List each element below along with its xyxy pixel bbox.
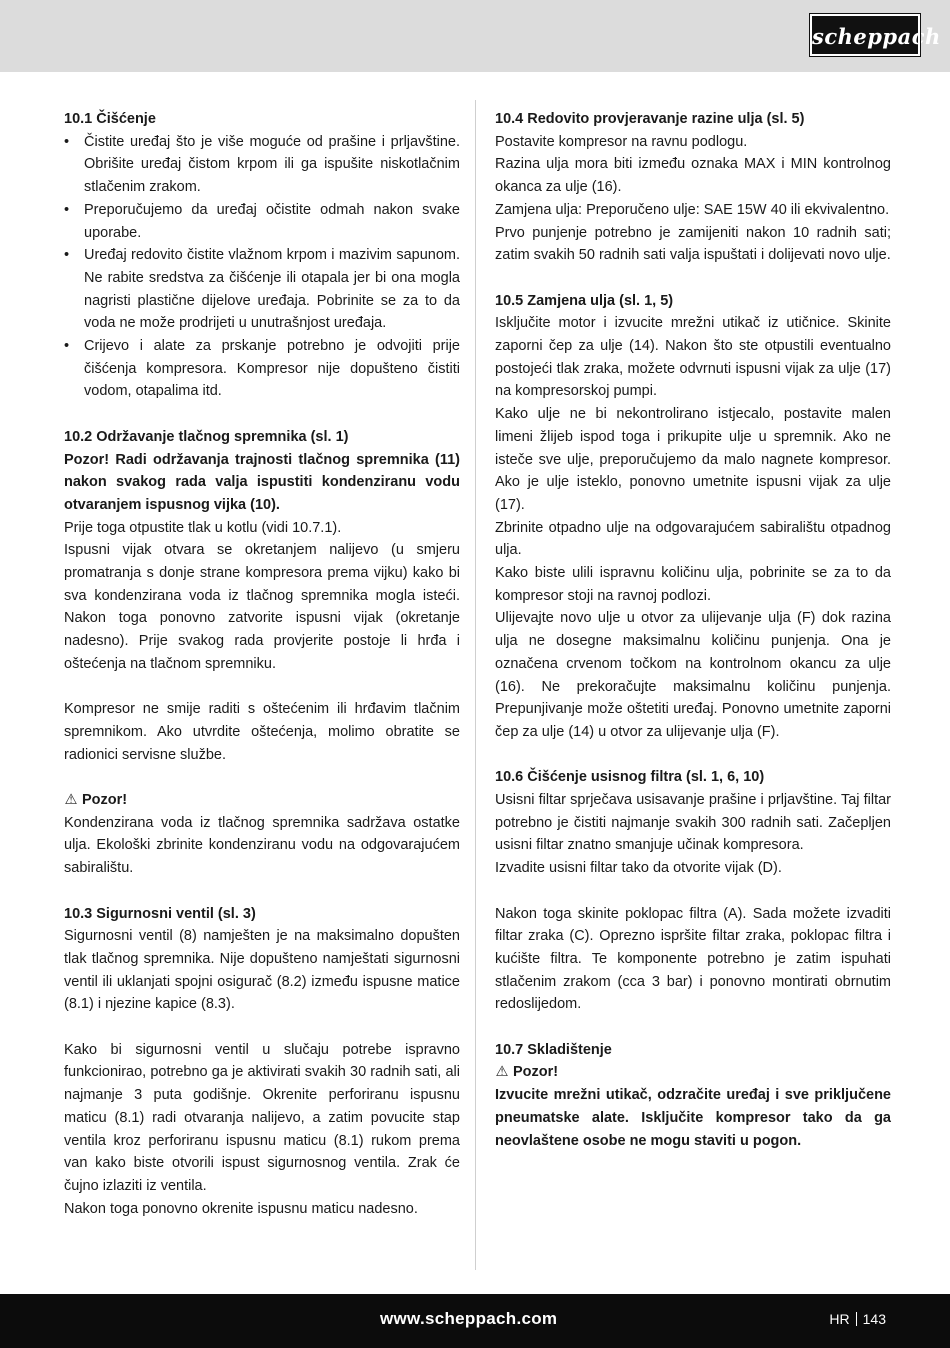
- paragraph: Usisni filtar sprječava usisavanje prašine i prljavštine. Taj filtar potrebno je čistiti najmanje svakih 300 radnih sati. Začepljen usisni filtar znatno smanjuje učinak kompresora.: [495, 792, 891, 854]
- paragraph: Nakon toga skinite poklopac filtra (A). Sada možete izvaditi filtar zraka (C). Oprezno ispršite filtar zraka, poklopac filtra i kućište filtra. Te komponente potrebno je zatim ispuhati stlačenim zrakom (cca 3 bar) i ponovno montirati obrnutim redoslijedom.: [495, 905, 891, 1013]
- brand-logo: scheppach: [810, 14, 920, 56]
- list-item: • Uređaj redovito čistite vlažnom krpom i mazivim sapunom. Ne rabite sredstva za čišćenje ili otapala jer bi ona mogla nagristi plastične dijelove uređaja. Pobrinite se za to da voda ne može prodrijeti u unutrašnjost uređaja.: [64, 244, 460, 335]
- column-divider: [475, 100, 476, 1270]
- paragraph: Nakon toga ponovno okrenite ispusnu maticu nadesno.: [64, 1200, 418, 1217]
- website-link[interactable]: www.scheppach.com: [380, 1309, 558, 1328]
- section-title-10-3: 10.3 Sigurnosni ventil (sl. 3): [64, 905, 256, 922]
- paragraph: Isključite motor i izvucite mrežni utikač iz utičnice. Skinite zaporni čep za ulje (14). Nakon što ste otpustili eventualno postojeći tlak zraka, možete odvrnuti ispusni vijak za ulje (17) na kompresorskoj pumpi.: [495, 315, 891, 400]
- paragraph: Kako bi sigurnosni ventil u slučaju potrebe ispravno funkcionirao, potrebno ga je aktivirati svakih 30 radnih sati, ali najmanje 3 puta godišnje. Okrenite perforiranu ispusnu maticu (8.1) radi otvaranja nalijevo, a zatim povucite stap ventila kroz perforiranu ispusnu maticu (8.1) rukom prema van kako biste otvorili ispust sigurnosnog ventila. Zrak će čujno izlaziti iz ventila.: [64, 1041, 460, 1194]
- section-title-10-7: 10.7 Skladištenje: [495, 1041, 612, 1058]
- list-item: • Crijevo i alate za prskanje potrebno je odvojiti prije čišćenja kompresora. Kompresor nije dopušteno čistiti vodom, otapalima itd.: [64, 335, 460, 403]
- list-item: • Čistite uređaj što je više moguće od prašine i prljavštine. Obrišite uređaj čistom krpom ili ga ispušite niskotlačnim stlačenim zrakom.: [64, 131, 460, 199]
- cleaning-bullet-list: [64, 131, 460, 403]
- section-title-10-5: 10.5 Zamjena ulja (sl. 1, 5): [495, 292, 674, 309]
- paragraph: Prvo punjenje potrebno je zamijeniti nakon 10 radnih sati; zatim svakih 50 radnih sati valja ispuštati i dolijevati novo ulje.: [495, 224, 891, 264]
- right-column: [495, 108, 891, 1152]
- paragraph: Postavite kompresor na ravnu podlogu.: [495, 133, 748, 150]
- section-title-10-2: 10.2 Održavanje tlačnog spremnika (sl. 1): [64, 428, 349, 445]
- paragraph: Razina ulja mora biti između oznaka MAX i MIN kontrolnog okanca za ulje (16).: [495, 156, 891, 196]
- warning-heading: ⚠ Pozor!: [64, 789, 460, 812]
- section-title-10-6: 10.6 Čišćenje usisnog filtra (sl. 1, 6, 10): [495, 769, 765, 786]
- page-footer: [0, 1294, 950, 1348]
- paragraph: Ispusni vijak otvara se okretanjem nalijevo (u smjeru promatranja s donje strane kompresora prema vijku) kako bi sva kondenzirana voda iz tlačnog spremnika mogla isteći. Nakon toga ponovno zatvorite ispusni vijak (okretanje nadesno). Prije svakog rada provjerite postoje li hrđa i oštećenja na tlačnom spremniku.: [64, 542, 460, 672]
- paragraph: Zbrinite otpadno ulje na odgovarajućem sabiralištu otpadnog ulja.: [495, 519, 891, 559]
- section-title-10-1: 10.1 Čišćenje: [64, 111, 156, 127]
- paragraph: Zamjena ulja: Preporučeno ulje: SAE 15W 40 ili ekvivalentno.: [495, 201, 890, 218]
- warning-triangle-icon: ⚠: [64, 792, 78, 809]
- warning-heading: ⚠ Pozor!: [495, 1061, 891, 1084]
- paragraph: Sigurnosni ventil (8) namješten je na maksimalno dopušten tlak tlačnog spremnika. Nije dopušteno namještati sigurnosni ventil ili uklanjati spojni osigurač (8.2) između ispusne matice (8.1) i njezine kapice (8.3).: [64, 928, 460, 1013]
- page-number: HR 143: [829, 1311, 886, 1327]
- paragraph: Prije toga otpustite tlak u kotlu (vidi 10.7.1).: [64, 519, 342, 536]
- warning-paragraph: Pozor! Radi održavanja trajnosti tlačnog spremnika (11) nakon svakog rada valja ispustiti kondenziranu vodu otvaranjem ispusnog vijka (10).: [64, 451, 460, 513]
- paragraph: Kako biste ulili ispravnu količinu ulja, pobrinite se za to da kompresor stoji na ravnoj podlozi.: [495, 565, 891, 604]
- paragraph: Kompresor ne smije raditi s oštećenim ili hrđavim tlačnim spremnikom. Ako utvrdite oštećenja, molimo obratite se radionici servisne službe.: [64, 701, 460, 763]
- paragraph: Kondenzirana voda iz tlačnog spremnika sadržava ostatke ulja. Ekološki zbrinite kondenziranu vodu na odgovarajućem sabiralištu.: [64, 814, 460, 877]
- paragraph: Izvadite usisni filtar tako da otvorite vijak (D).: [495, 860, 782, 877]
- list-item: • Preporučujemo da uređaj očistite odmah nakon svake uporabe.: [64, 199, 460, 244]
- section-title-10-4: 10.4 Redovito provjeravanje razine ulja (sl. 5): [495, 111, 805, 127]
- paragraph: Kako ulje ne bi nekontrolirano istjecalo, postavite malen limeni žlijeb ispod toga i prikupite ulje u spremnik. Ako ne isteče sve ulje, preporučujemo da malo nagnete kompresor. Ako je ulje isteklo, ponovno umetnite ispusni vijak za ulje (17).: [495, 406, 891, 513]
- paragraph: Ulijevajte novo ulje u otvor za ulijevanje ulja (F) dok razina ulja ne dosegne maksimalnu količinu punjenja. Ona je označena crvenom točkom na kontrolnom okancu za ulje (16). Ne prekoračujte maksimalnu količinu punjenja. Prepunjivanje može oštetiti uređaj. Ponovno umetnite zaporni čep za ulje (14) u otvor za ulijevanje ulja (F).: [495, 610, 891, 740]
- left-column: [64, 108, 460, 1220]
- page-header: [0, 0, 950, 72]
- warning-paragraph: Izvucite mrežni utikač, odzračite uređaj i sve priključene pneumatske alate. Isključite kompresor tako da ga neovlaštene osobe ne mogu staviti u pogon.: [495, 1087, 891, 1149]
- warning-triangle-icon: ⚠: [495, 1064, 509, 1081]
